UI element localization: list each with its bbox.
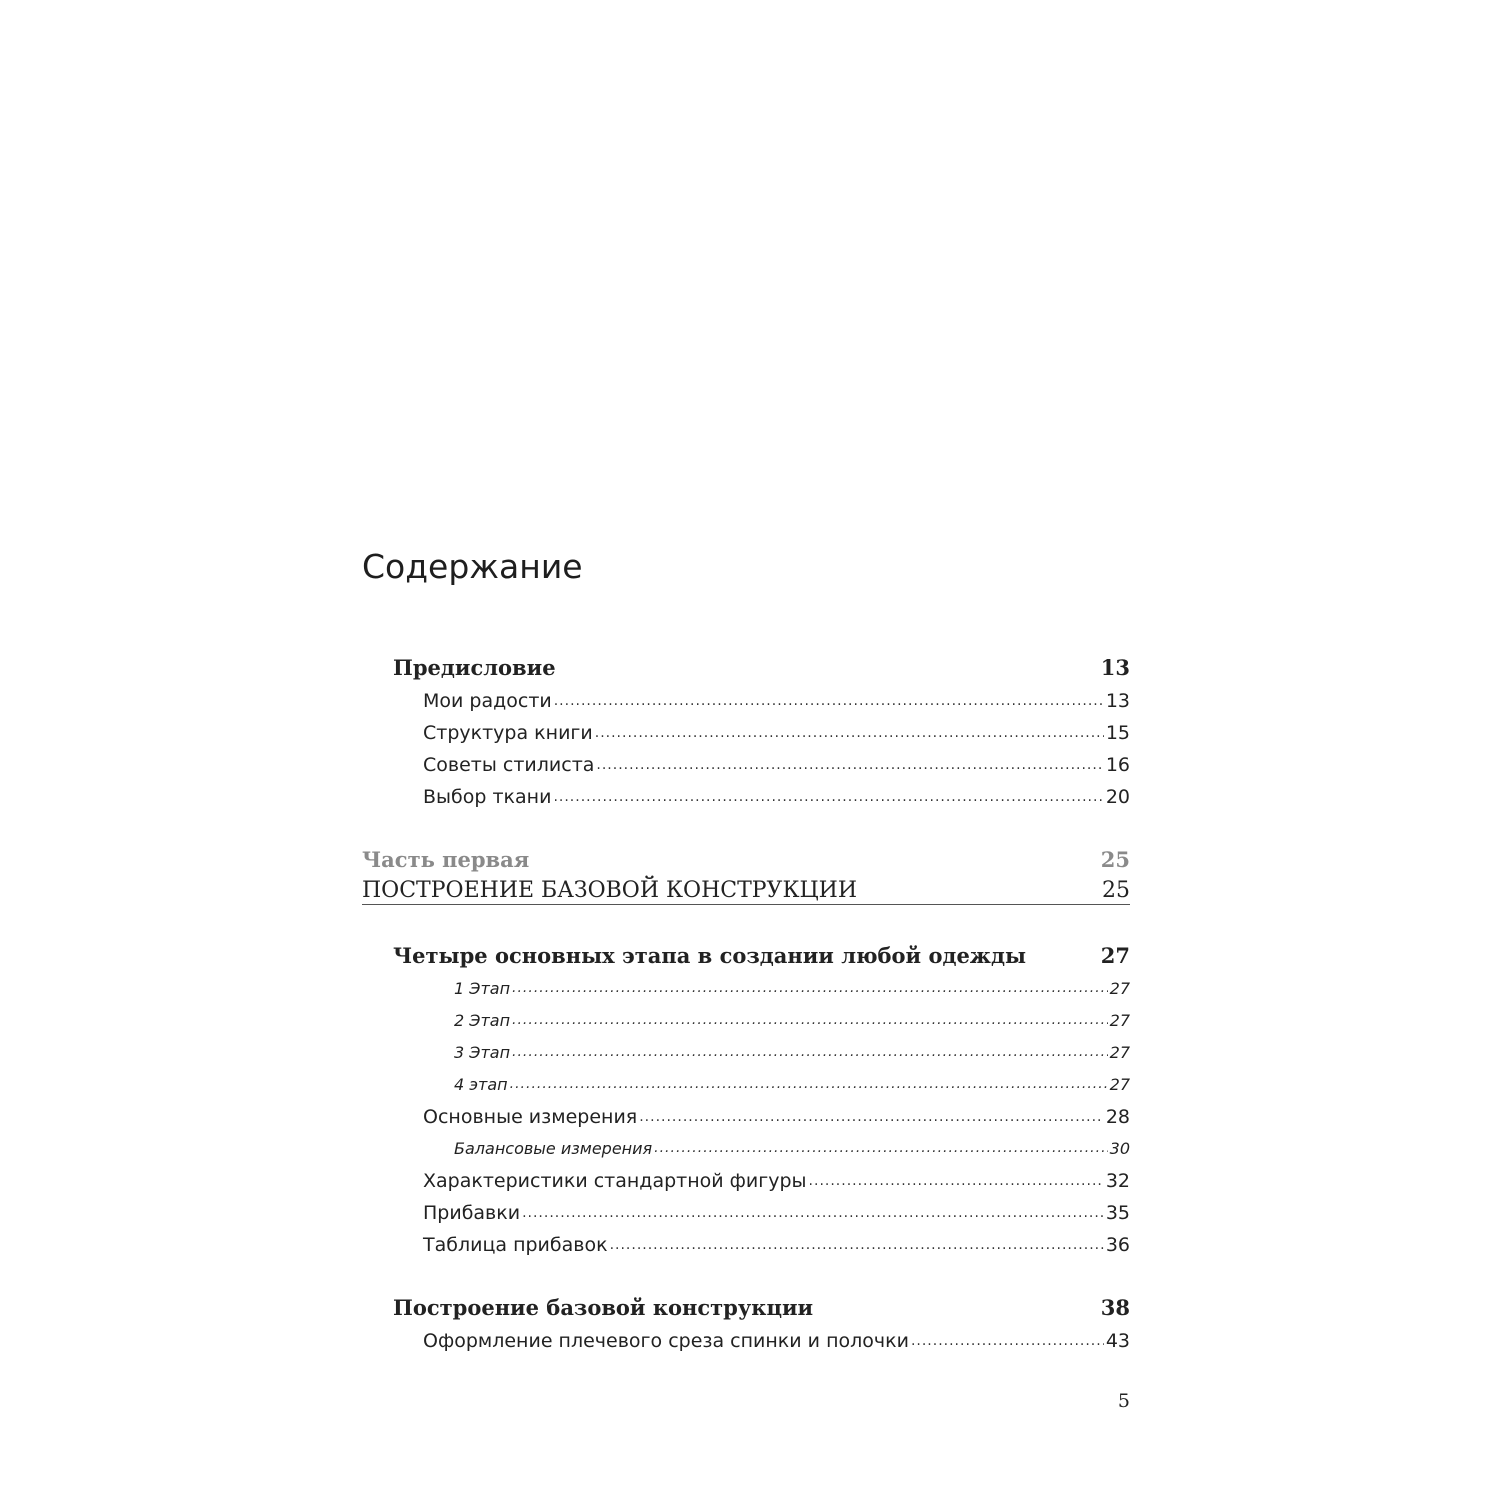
toc-entry[interactable] [423,750,1130,780]
dot-leader [654,1133,1107,1163]
toc-entry-label: 4 этап [454,1075,508,1094]
toc-entry[interactable] [423,1198,1130,1228]
dot-leader [512,1005,1108,1035]
part-label-text: Часть первая [362,847,530,872]
dot-leader [639,1102,1104,1132]
toc-heading-stages[interactable] [393,941,1130,971]
toc-entry-label: Советы стилиста [423,754,595,776]
page-number-folio: 5 [1117,1390,1130,1412]
toc-entry[interactable] [454,1038,1130,1068]
toc-part-label[interactable] [362,845,1130,875]
toc-page-number: 13 [1100,655,1130,680]
dot-leader [522,1198,1104,1228]
toc-entry-label: Мои радости [423,690,552,712]
toc-entry[interactable] [423,1166,1130,1196]
dot-leader [809,1166,1104,1196]
toc-entry[interactable] [454,1006,1130,1036]
toc-entry-label: Основные измерения [423,1106,638,1128]
dot-leader [595,718,1104,748]
dot-leader [911,1326,1104,1356]
toc-entry[interactable] [454,1070,1130,1100]
toc-entry[interactable] [423,1230,1130,1260]
toc-entry-label: Прибавки [423,1202,521,1224]
toc-entry[interactable] [423,1102,1130,1132]
toc-entry-label: Оформление плечевого среза спинки и полочки [423,1330,909,1352]
toc-entry-label: Характеристики стандартной фигуры [423,1170,807,1192]
toc-entry[interactable] [423,1326,1130,1356]
toc-entry[interactable] [423,782,1130,812]
dot-leader [510,1069,1108,1099]
toc-heading-base[interactable] [393,1293,1130,1323]
toc-heading-label: Предисловие [393,655,556,680]
toc-page-number: 25 [1100,847,1130,872]
toc-heading-label: Четыре основных этапа в создании любой одежды [393,943,1027,968]
toc-heading-preface[interactable] [393,653,1130,683]
dot-leader [512,973,1108,1003]
toc-page-number: 35 [1105,1202,1130,1224]
toc-page-number: 15 [1105,722,1130,744]
toc-entry[interactable] [454,974,1130,1004]
toc-entry-label: Балансовые измерения [454,1139,653,1158]
toc-page-number: 27 [1109,1011,1130,1030]
toc-page-number: 30 [1109,1139,1130,1158]
toc-entry-label: 2 Этап [454,1011,511,1030]
toc-entry[interactable] [423,718,1130,748]
toc-entry-label: Структура книги [423,722,593,744]
dot-leader [596,750,1103,780]
dot-leader [553,782,1103,812]
toc-page-number: 36 [1105,1234,1130,1256]
toc-page-number: 27 [1109,979,1130,998]
part-divider [362,904,1130,905]
toc-heading-label: Построение базовой конструкции [393,1295,814,1320]
toc-entry[interactable] [454,1134,1130,1164]
dot-leader [610,1230,1104,1260]
part-title-text: ПОСТРОЕНИЕ БАЗОВОЙ КОНСТРУКЦИИ [362,878,858,903]
toc-page-number: 43 [1105,1330,1130,1352]
dot-leader [512,1037,1108,1067]
toc-entry-label: Выбор ткани [423,786,552,808]
toc-page-number: 20 [1105,786,1130,808]
toc-part-title[interactable] [362,876,1130,906]
toc-page-number: 16 [1105,754,1130,776]
toc-page-number: 25 [1102,878,1130,903]
toc-title: Содержание [362,547,583,586]
toc-page-number: 27 [1109,1075,1130,1094]
toc-entry-label: 3 Этап [454,1043,511,1062]
toc-entry-label: 1 Этап [454,979,511,998]
toc-page-number: 13 [1105,690,1130,712]
dot-leader [554,686,1104,716]
toc-page-number: 38 [1100,1295,1130,1320]
toc-page-number: 28 [1105,1106,1130,1128]
toc-page-number: 32 [1105,1170,1130,1192]
toc-page-number: 27 [1109,1043,1130,1062]
toc-entry-label: Таблица прибавок [423,1234,608,1256]
toc-page-number: 27 [1100,943,1130,968]
toc-entry[interactable] [423,686,1130,716]
